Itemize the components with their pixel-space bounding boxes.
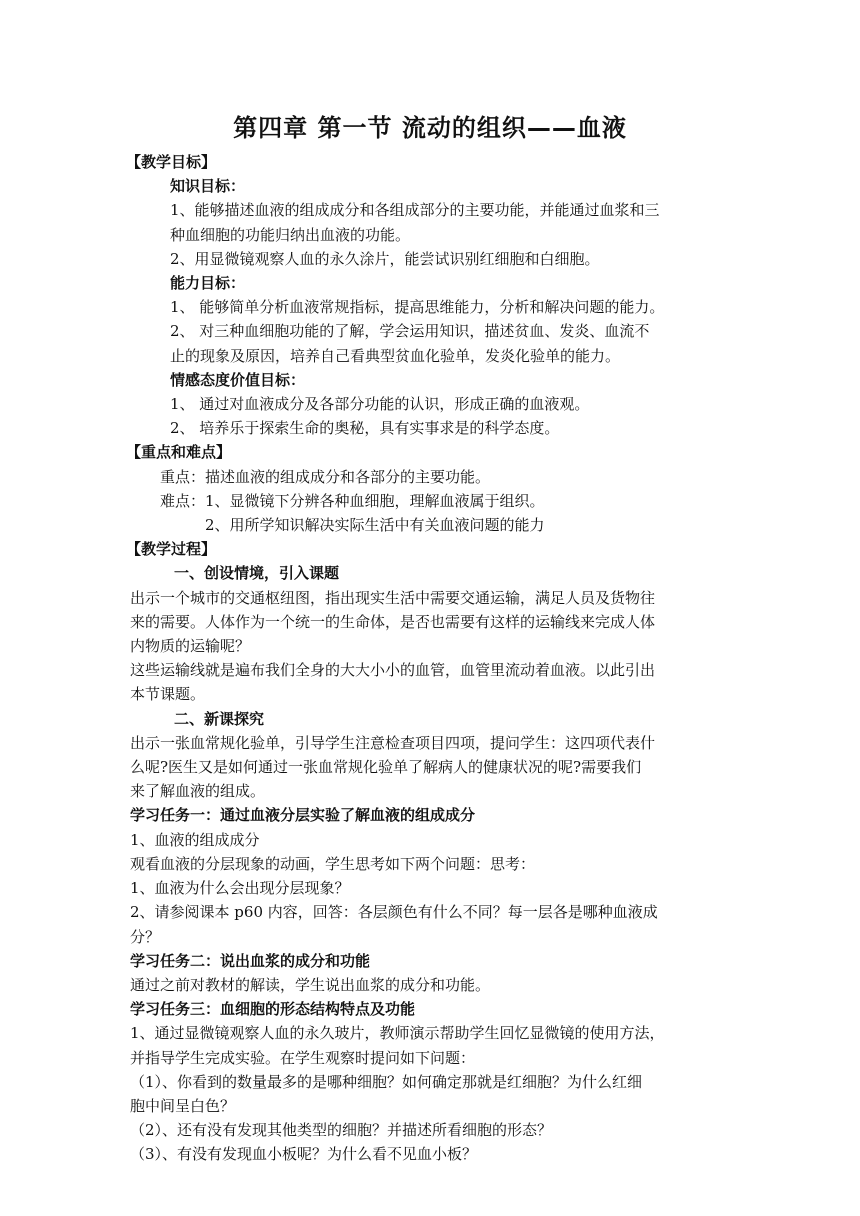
paragraph-line: 2、请参阅课本 p60 内容，回答：各层颜色有什么不同？每一层各是哪种血液成	[130, 903, 658, 922]
paragraph-line: 出示一张血常规化验单，引导学生注意检查项目四项，提问学生：这四项代表什	[130, 733, 656, 752]
paragraph-line: 这些运输线就是遍布我们全身的大大小小的血管，血管里流动着血液。以此引出	[130, 661, 656, 680]
paragraph-line: 通过之前对教材的解读，学生说出血浆的成分和功能。	[130, 975, 491, 994]
subsection-heading: 情感态度价值目标：	[170, 370, 306, 389]
paragraph-line: 重点：描述血液的组成成分和各部分的主要功能。	[160, 467, 491, 486]
paragraph-line: 2、 培养乐于探索生命的奥秘，具有实事求是的科学态度。	[170, 419, 560, 438]
paragraph-line: 来了解血液的组成。	[130, 782, 266, 801]
paragraph-line: 1、能够描述血液的组成成分和各组成部分的主要功能，并能通过血浆和三	[170, 201, 660, 220]
paragraph-line: 2、用所学知识解决实际生活中有关血液问题的能力	[205, 516, 545, 535]
paragraph-line: 并指导学生完成实验。在学生观察时提问如下问题：	[130, 1048, 476, 1067]
section-heading: 【重点和难点】	[126, 443, 232, 462]
paragraph-line: 1、 通过对血液成分及各部分功能的认识，形成正确的血液观。	[170, 395, 590, 414]
paragraph-line: 种血细胞的功能归纳出血液的功能。	[170, 225, 411, 244]
paragraph-line: 1、血液的组成成分	[130, 830, 260, 849]
paragraph-line: 1、 能够简单分析血液常规指标，提高思维能力，分析和解决问题的能力。	[170, 298, 665, 317]
paragraph-line: 么呢?医生又是如何通过一张血常规化验单了解病人的健康状况的呢?需要我们	[130, 758, 642, 777]
paragraph-line: （3）、有没有发现血小板呢？为什么看不见血小板？	[130, 1145, 478, 1164]
paragraph-line: 止的现象及原因，培养自己看典型贫血化验单，发炎化验单的能力。	[170, 346, 621, 365]
paragraph-line: 1、通过显微镜观察人血的永久玻片，教师演示帮助学生回忆显微镜的使用方法，	[130, 1024, 665, 1043]
paragraph-line: 2、 对三种血细胞功能的了解，学会运用知识，描述贫血、发炎、血流不	[170, 322, 650, 341]
paragraph-line: 胞中间呈白色？	[130, 1096, 236, 1115]
document-body	[126, 150, 734, 1167]
task-heading: 学习任务二：说出血浆的成分和功能	[130, 951, 371, 970]
subsection-heading: 一、创设情境，引入课题	[174, 564, 340, 583]
task-heading: 学习任务一：通过血液分层实验了解血液的组成成分	[130, 806, 476, 825]
paragraph-line: 2、用显微镜观察人血的永久涂片，能尝试识别红细胞和白细胞。	[170, 249, 600, 268]
subsection-heading: 知识目标：	[170, 177, 246, 196]
section-heading: 【教学过程】	[126, 540, 217, 559]
paragraph-line: 本节课题。	[130, 685, 206, 704]
task-heading: 学习任务三：血细胞的形态结构特点及功能	[130, 1000, 416, 1019]
paragraph-line: （2）、还有没有发现其他类型的细胞？并描述所看细胞的形态？	[130, 1121, 553, 1140]
paragraph-line: 分？	[130, 927, 161, 946]
paragraph-line: 内物质的运输呢？	[130, 637, 251, 656]
subsection-heading: 能力目标：	[170, 274, 246, 293]
section-heading: 【教学目标】	[126, 153, 217, 171]
paragraph-line: （1）、你看到的数量最多的是哪种细胞？如何确定那就是红细胞？为什么红细	[130, 1072, 643, 1091]
paragraph-line: 1、血液为什么会出现分层现象？	[130, 879, 350, 898]
paragraph-line: 难点：1、显微镜下分辨各种血细胞，理解血液属于组织。	[160, 491, 545, 510]
page-title: 第四章 第一节 流动的组织——血液	[233, 114, 627, 142]
subsection-heading: 二、新课探究	[174, 709, 265, 728]
paragraph-line: 出示一个城市的交通枢纽图，指出现实生活中需要交通运输，满足人员及货物往	[130, 588, 656, 607]
paragraph-line: 观看血液的分层现象的动画，学生思考如下两个问题：思考：	[130, 854, 536, 873]
paragraph-line: 来的需要。人体作为一个统一的生命体，是否也需要有这样的运输线来完成人体	[130, 612, 656, 631]
